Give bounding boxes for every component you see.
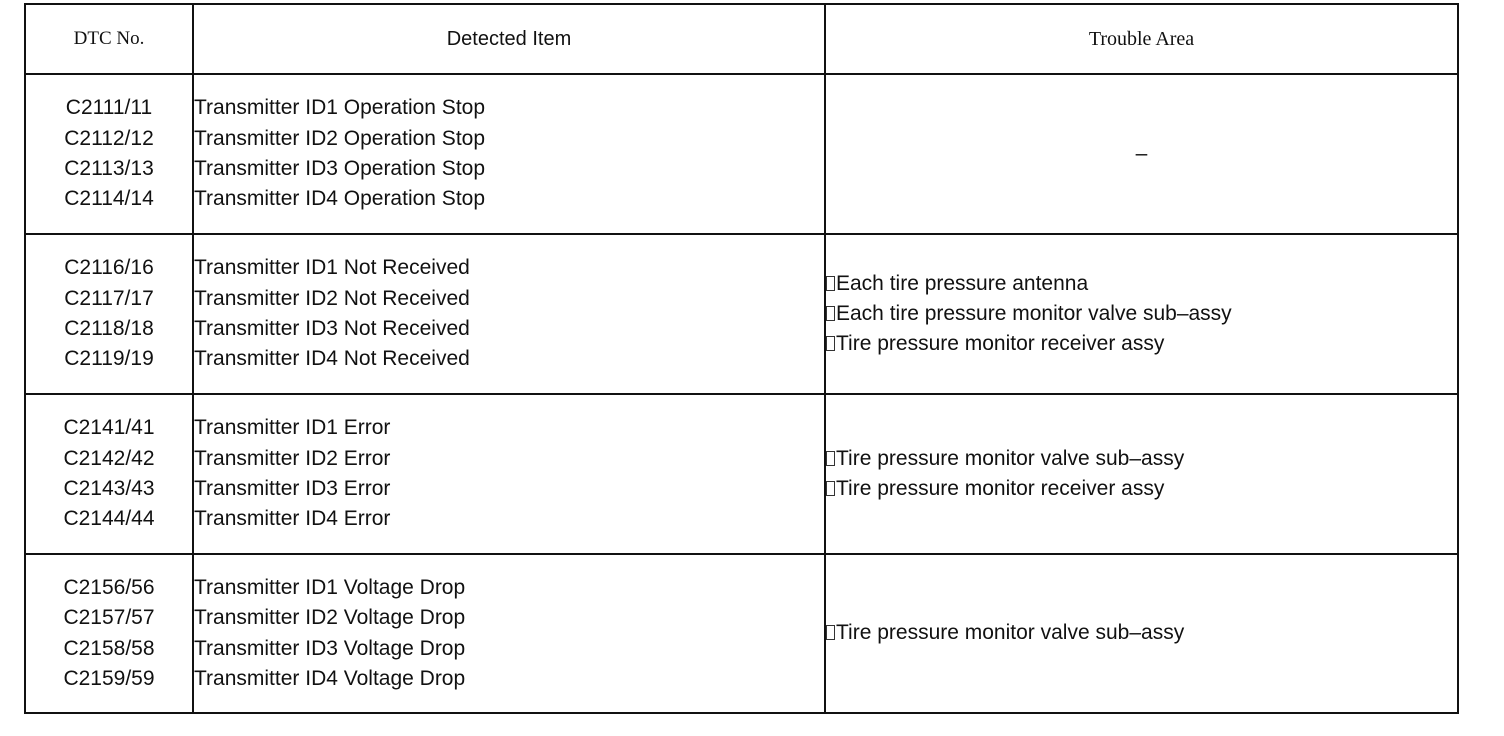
- detected-item-cell: [193, 394, 825, 554]
- trouble-area-text: Tire pressure monitor valve sub–assy: [836, 621, 1185, 645]
- table-row: [25, 394, 1458, 554]
- dtc-code: C2118/18: [64, 317, 154, 340]
- dtc-code: C2156/56: [63, 575, 155, 599]
- table-row: [25, 74, 1458, 234]
- detected-item: Transmitter ID3 Error: [194, 477, 391, 500]
- checkbox-bullet-icon: [826, 481, 835, 496]
- dtc-code: C2117/17: [64, 286, 154, 310]
- checkbox-bullet-icon: [826, 306, 835, 321]
- detected-item: Transmitter ID4 Voltage Drop: [194, 666, 466, 690]
- dtc-code: C2157/57: [63, 606, 155, 630]
- trouble-area-item: [826, 474, 1457, 504]
- dtc-code: C2141/41: [63, 416, 155, 440]
- trouble-area-text: Tire pressure monitor receiver assy: [836, 332, 1165, 356]
- trouble-area-text: Tire pressure monitor receiver assy: [836, 477, 1165, 500]
- table-row: [25, 234, 1458, 394]
- dtc-table: [24, 3, 1459, 714]
- header-dtc-no: DTC No.: [25, 4, 193, 74]
- dtc-code: C2112/12: [64, 126, 154, 150]
- detected-item: Transmitter ID1 Voltage Drop: [194, 575, 466, 599]
- header-detected-item: Detected Item: [193, 4, 825, 74]
- detected-item: Transmitter ID2 Not Received: [194, 286, 470, 310]
- trouble-area-dash: –: [1135, 141, 1148, 165]
- dtc-code: C2144/44: [63, 507, 155, 531]
- trouble-area-cell: [825, 74, 1458, 234]
- trouble-area-item: [826, 444, 1457, 474]
- detected-item: Transmitter ID3 Voltage Drop: [194, 636, 466, 660]
- dtc-codes-cell: [25, 554, 193, 713]
- detected-item: Transmitter ID4 Operation Stop: [194, 187, 486, 211]
- checkbox-bullet-icon: [826, 625, 835, 640]
- dtc-code: C2113/13: [64, 157, 154, 180]
- dtc-code: C2116/16: [64, 256, 154, 280]
- detected-item: Transmitter ID2 Operation Stop: [194, 126, 486, 150]
- detected-item: Transmitter ID2 Voltage Drop: [194, 606, 466, 630]
- detected-item-cell: [193, 74, 825, 234]
- trouble-area-cell: [825, 554, 1458, 713]
- trouble-area-item: [826, 329, 1457, 359]
- dtc-code: C2143/43: [63, 477, 155, 500]
- header-trouble-area: Trouble Area: [825, 4, 1458, 74]
- dtc-code: C2159/59: [63, 666, 155, 690]
- detected-item: Transmitter ID1 Error: [194, 416, 391, 440]
- checkbox-bullet-icon: [826, 276, 835, 291]
- dtc-code: C2158/58: [63, 636, 155, 660]
- table-header-row: [25, 4, 1458, 74]
- detected-item: Transmitter ID3 Not Received: [194, 317, 470, 340]
- dtc-code: C2114/14: [64, 187, 154, 211]
- checkbox-bullet-icon: [826, 336, 835, 351]
- trouble-area-item: [826, 618, 1457, 648]
- trouble-area-text: Each tire pressure antenna: [836, 271, 1089, 295]
- trouble-area-cell: [825, 394, 1458, 554]
- trouble-area-text: Each tire pressure monitor valve sub–assy: [836, 301, 1232, 325]
- detected-item: Transmitter ID1 Operation Stop: [194, 96, 486, 120]
- detected-item-cell: [193, 554, 825, 713]
- detected-item: Transmitter ID4 Not Received: [194, 347, 470, 371]
- detected-item: Transmitter ID2 Error: [194, 446, 391, 470]
- detected-item: Transmitter ID3 Operation Stop: [194, 157, 486, 180]
- dtc-code: C2119/19: [64, 347, 154, 371]
- detected-item: Transmitter ID1 Not Received: [194, 256, 470, 280]
- trouble-area-item: [826, 299, 1457, 329]
- dtc-codes-cell: [25, 234, 193, 394]
- checkbox-bullet-icon: [826, 451, 835, 466]
- dtc-code: C2142/42: [63, 446, 155, 470]
- trouble-area-text: Tire pressure monitor valve sub–assy: [836, 446, 1185, 470]
- trouble-area-item: [826, 269, 1457, 299]
- dtc-code: C2111/11: [65, 96, 153, 120]
- trouble-area-cell: [825, 234, 1458, 394]
- table-row: [25, 554, 1458, 713]
- dtc-codes-cell: [25, 74, 193, 234]
- detected-item-cell: [193, 234, 825, 394]
- dtc-codes-cell: [25, 394, 193, 554]
- detected-item: Transmitter ID4 Error: [194, 507, 391, 531]
